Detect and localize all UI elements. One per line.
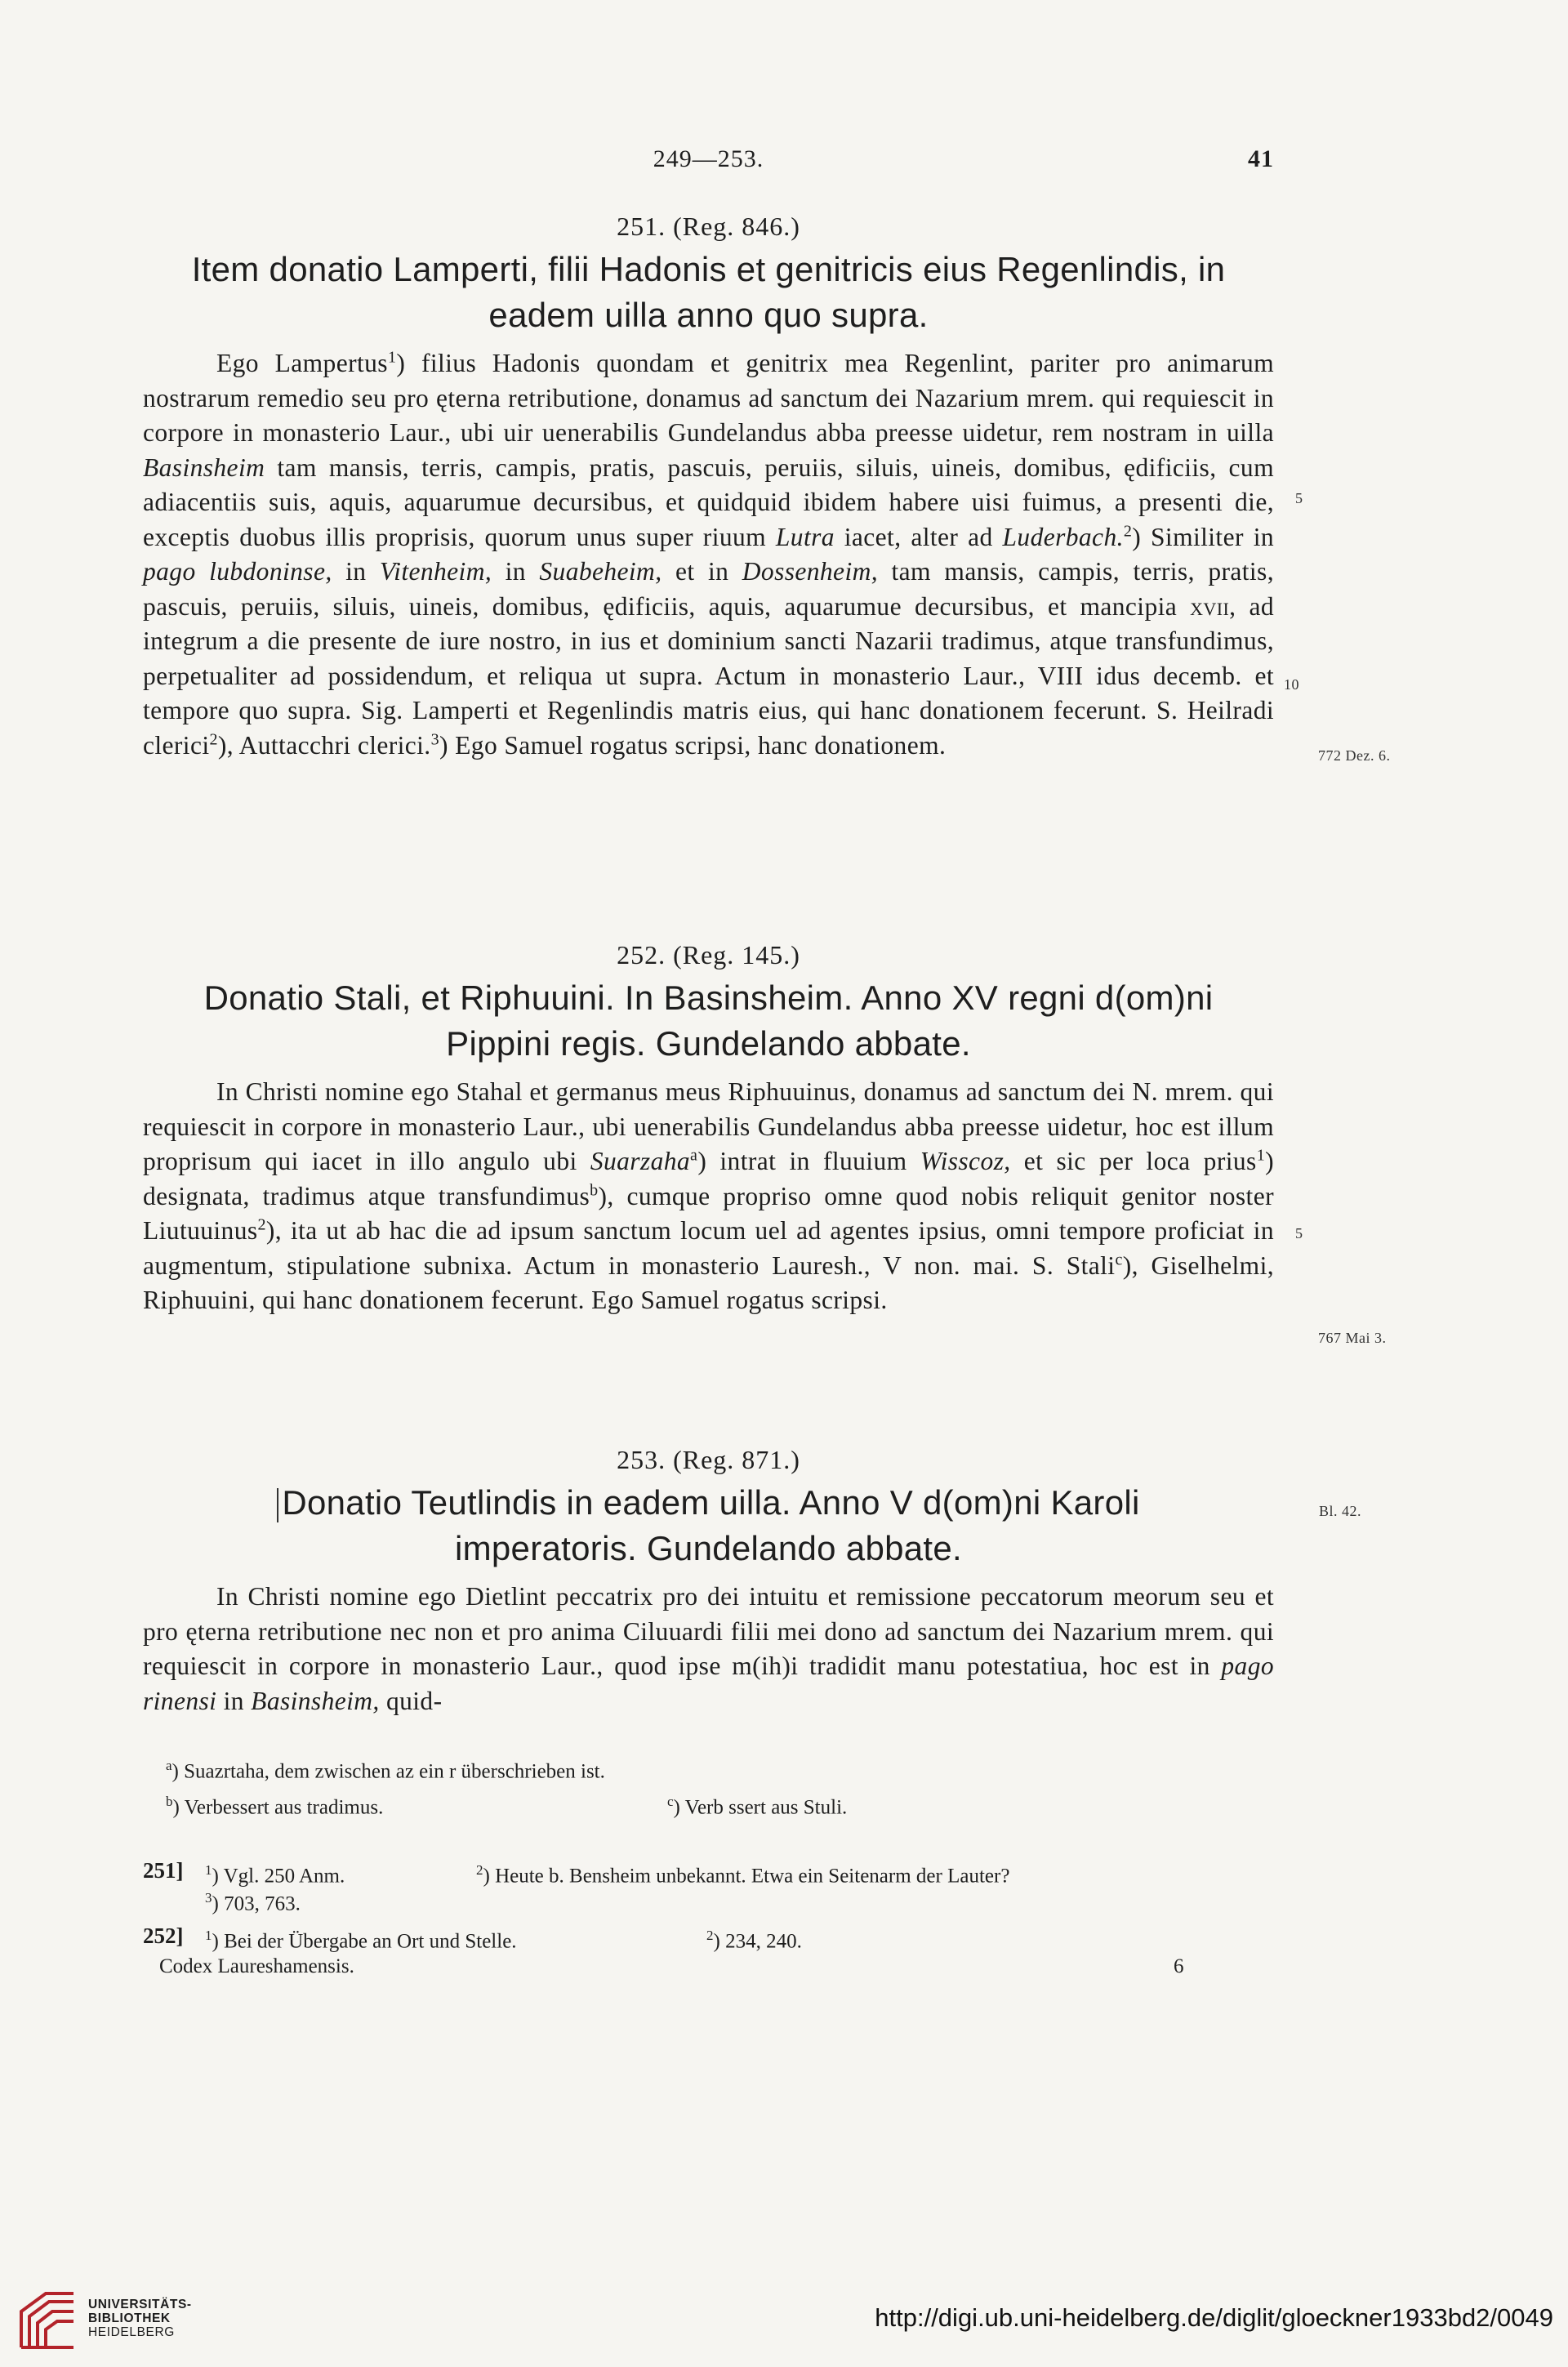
rubric-line: eadem uilla anno quo supra. <box>488 296 929 334</box>
footnote-group-251: 251] <box>143 1858 184 1883</box>
footnote-c: $^c$) Verb ssert aus Stuli. <box>667 1794 848 1819</box>
charter-number: 252. (Reg. 145.) <box>617 940 800 970</box>
charter-rubric <box>143 1480 1274 1571</box>
footnote-252-1: $^1$) Bei der Übergabe an Ort und Stelle. <box>205 1928 517 1953</box>
charter-252 <box>143 934 1274 1318</box>
rubric-line: imperatoris. Gundelando abbate. <box>454 1529 963 1567</box>
margin-folio: Bl. 42. <box>1319 1503 1362 1519</box>
university-library-logo-icon <box>15 2287 82 2354</box>
running-head <box>143 145 1274 191</box>
charter-text: Ego Lampertus$^1$) filius Hadonis quondam et genitrix mea Regenlint, pariter pro animarum nostrarum remedio seu pro ęterna retributione, donamus ad sanctum dei Nazarium mrem. qui requiescit in corpore in monasterio Laur., ubi uir uenerabilis Gundelandus abba preesse uidetur, rem nostram in uilla Basinsheim tam mansis, terris, campis, pratis, pascuis, peruiis, siluis, uineis, domibus, ędificiis, cum adiacentiis suis, aquis, aquarumue decursibus, et quidquid ibidem habere uisi fuimus, a presenti die, exceptis duobus illis proprisis, quorum unus super riuum Lutra iacet, alter ad Luderbach.$^2$) Similiter in pago lubdoninse, in Vitenheim, in Suabeheim, et in Dossenheim, tam mansis, campis, terris, pratis, pascuis, peruiis, siluis, uineis, domibus, ędificiis, aquis, aquarumue decursibus, et mancipia xvii, ad integrum a die presente de iure nostro, in ius et dominium sancti Nazarii tradimus, atque transfundimus, perpetualiter ad possidendum, et reliqua ut supra. Actum in monasterio Laur., VIII idus decemb. et tempore quo supra. Sig. Lamperti et Regenlindis matris eius, qui hanc donationem fecerunt. S. Heilradi clerici$^2$), Auttacchri clerici.$^3$) Ego Samuel rogatus scripsi, hanc donationem. <box>143 348 1274 760</box>
charter-253 <box>143 1439 1274 1718</box>
sheet-signature: 6 <box>1174 1955 1184 1977</box>
running-head-range: 249—253. <box>653 145 764 172</box>
library-name: UNIVERSITÄTS- BIBLIOTHEK HEIDELBERG <box>88 2298 192 2339</box>
charter-number: 253. (Reg. 871.) <box>617 1445 800 1474</box>
sheet-break-mark <box>277 1488 278 1522</box>
margin-line-number: 5 <box>1295 490 1303 506</box>
charter-number: 251. (Reg. 846.) <box>617 212 800 241</box>
margin-line-number: 10 <box>1284 676 1299 693</box>
footnote-a: $^a$) Suazrtaha, dem zwischen az ein r überschrieben ist. <box>166 1758 605 1783</box>
margin-line-number: 5 <box>1295 1225 1303 1241</box>
page-number: 41 <box>1248 145 1274 172</box>
footnote-b: $^b$) Verbessert aus tradimus. <box>166 1794 384 1819</box>
footnote-group-252: 252] <box>143 1923 184 1948</box>
rubric-line: Donatio Teutlindis in eadem uilla. Anno V d(om)ni Karoli <box>143 1480 1274 1526</box>
permalink-url[interactable]: http://digi.ub.uni-heidelberg.de/diglit/gloeckner1933bd2/0049 <box>875 2303 1553 2332</box>
rubric-line: Item donatio Lamperti, filii Hadonis et genitricis eius Regenlindis, in <box>191 250 1226 288</box>
footnote-251-3: $^3$) 703, 763. <box>205 1890 301 1915</box>
signature-line: Codex Laureshamensis. <box>159 1955 354 1977</box>
charter-text: In Christi nomine ego Stahal et germanus meus Riphuuinus, donamus ad sanctum dei N. mrem. qui requiescit in corpore in monasterio Laur., ubi uenerabilis Gundelandus abba preesse uidetur, hoc est illum proprisum qui iacet in illo angulo ubi Suarzaha$^a$) intrat in fluuium Wisscoz, et sic per loca prius$^1$) designata, tradimus atque transfundimus$^b$), cumque propriso omne quod nobis reliquit genitor noster Liutuuinus$^2$), ita ut ab hac die ad ipsum sanctum locum uel ad agentes ipsius, omni tempore proficiat in augmentum, stipulatione subnixa. Actum in monasterio Lauresh., V non. mai. S. Stali$^c$), Giselhelmi, Riphuuini, qui hanc donationem fecerunt. Ego Samuel rogatus scripsi. <box>143 1077 1274 1314</box>
charter-rubric <box>143 247 1274 338</box>
footnote-251-2: $^2$) Heute b. Bensheim unbekannt. Etwa ein Seitenarm der Lauter? <box>476 1862 1010 1888</box>
footnote-252-2: $^2$) 234, 240. <box>706 1928 802 1953</box>
rubric-line: Donatio Stali, et Riphuuini. In Basinsheim. Anno XV regni d(om)ni <box>203 978 1214 1017</box>
rubric-line: Pippini regis. Gundelando abbate. <box>446 1024 971 1063</box>
charter-251 <box>143 206 1274 763</box>
margin-date: 772 Dez. 6. <box>1318 747 1391 764</box>
charter-rubric <box>143 975 1274 1067</box>
charter-text: In Christi nomine ego Dietlint peccatrix pro dei intuitu et remissione peccatorum meorum seu et pro ęterna retributione nec non et pro anima Ciluuardi filii mei dono ad sanctum dei Nazarium mrem. qui requiescit in corpore in monasterio Laur., quod ipse m(ih)i tradidit manu potestatiua, hoc est in pago rinensi in Basinsheim, quid- <box>143 1582 1274 1715</box>
footnote-251-1: $^1$) Vgl. 250 Anm. <box>205 1862 345 1888</box>
margin-date: 767 Mai 3. <box>1318 1330 1387 1346</box>
